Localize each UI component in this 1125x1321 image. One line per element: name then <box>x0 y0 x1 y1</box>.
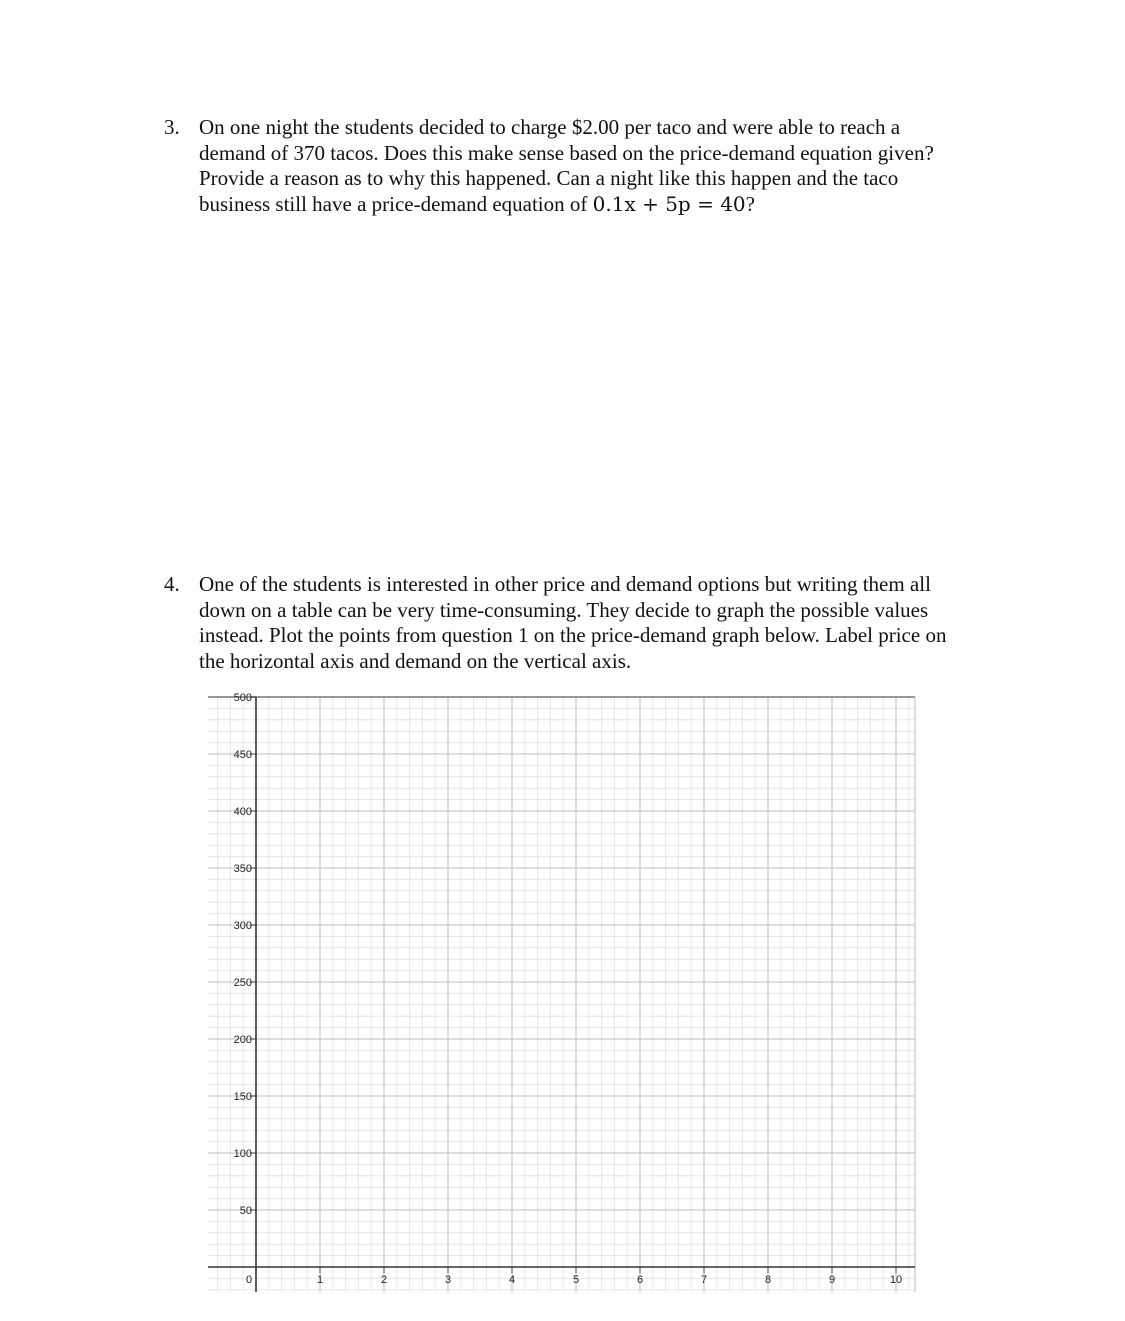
x-tick-label: 8 <box>764 1274 772 1286</box>
minor-grid <box>208 697 915 1292</box>
x-tick-label: 2 <box>380 1274 388 1286</box>
y-tick-label: 100 <box>233 1148 252 1160</box>
y-tick-label: 250 <box>233 977 252 989</box>
y-tick-label: 50 <box>239 1205 252 1217</box>
tick-labels <box>234 692 902 1286</box>
x-tick-label: 10 <box>889 1274 903 1286</box>
price-demand-equation: 0.1x + 5p = 40 <box>592 191 746 216</box>
x-tick-label: 5 <box>572 1274 580 1286</box>
axes <box>208 697 915 1292</box>
y-tick-label: 450 <box>233 749 252 761</box>
x-tick-label: 0 <box>245 1274 253 1286</box>
question-4-line-1: One of the students is interested in other price and demand options but writing them all <box>199 572 931 596</box>
x-tick-label: 4 <box>508 1274 516 1286</box>
x-tick-label: 1 <box>316 1274 324 1286</box>
x-tick-label: 3 <box>444 1274 452 1286</box>
x-tick-label: 6 <box>636 1274 644 1286</box>
question-3-line-2: demand of 370 tacos. Does this make sense based on the price-demand equation given? <box>199 140 934 165</box>
y-tick-label: 150 <box>233 1091 252 1103</box>
y-tick-label: 400 <box>233 806 252 818</box>
y-tick-label: 500 <box>233 692 252 704</box>
x-tick-label: 7 <box>700 1274 708 1286</box>
question-3-line-4-text: business still have a price-demand equation of <box>199 191 593 216</box>
question-3-question-mark: ? <box>745 191 755 216</box>
question-3-line-1: On one night the students decided to charge $2.00 per taco and were able to reach a <box>199 115 901 139</box>
y-tick-label: 350 <box>233 863 252 875</box>
question-4-line-3: instead. Plot the points from question 1 on the price-demand graph below. Label price on <box>199 623 947 647</box>
y-tick-label: 200 <box>233 1034 252 1046</box>
question-3-number: 3. <box>164 115 180 139</box>
major-grid <box>208 697 915 1292</box>
question-3-line-3: Provide a reason as to why this happened. Can a night like this happen and the taco <box>199 166 899 190</box>
x-tick-label: 9 <box>828 1274 836 1286</box>
question-4-number: 4. <box>164 572 180 596</box>
question-4-line-2: down on a table can be very time-consuming. They decide to graph the possible values <box>199 597 929 622</box>
y-tick-label: 300 <box>233 920 252 932</box>
question-4-line-4: the horizontal axis and demand on the vertical axis. <box>199 648 632 673</box>
ticks <box>250 697 896 1273</box>
